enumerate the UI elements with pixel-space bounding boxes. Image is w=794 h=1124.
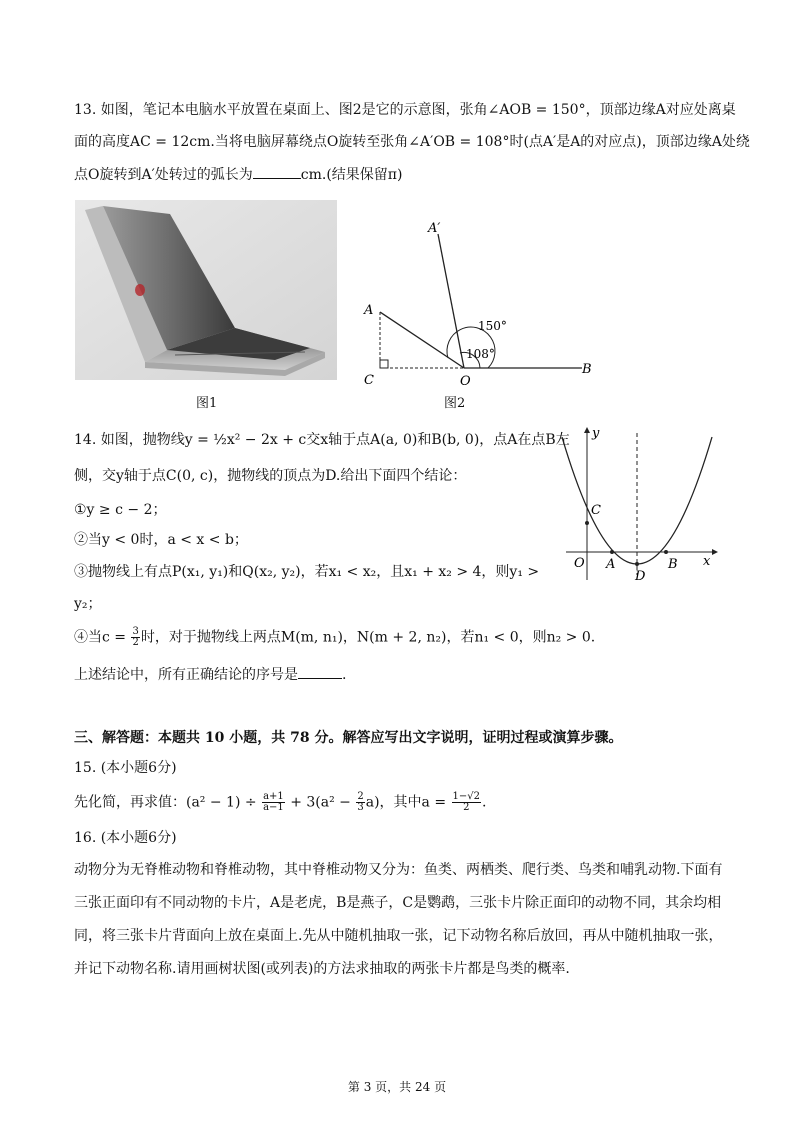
- q15-f2-den: 3: [357, 802, 364, 813]
- q14-c4-den: 2: [132, 637, 139, 648]
- q15-f3-den: 2: [463, 802, 470, 813]
- q15-f3-num: 1−√2: [452, 791, 481, 802]
- q13-line-3-prefix: 点O旋转到A′处转过的弧长为: [74, 167, 253, 183]
- label-A: A: [364, 303, 374, 318]
- q13-line-2: 面的高度AC = 12cm.当将电脑屏幕绕点O旋转至张角∠A′OB = 108°时(点A′是A的对应点)，顶部边缘A处绕: [74, 134, 750, 150]
- figure-1-caption: 图1: [196, 396, 218, 411]
- label-C: C: [364, 373, 374, 388]
- q15-expression: [74, 792, 486, 813]
- q14-c4-num: 3: [132, 626, 139, 637]
- label-angle-150: 150°: [478, 319, 507, 333]
- rotation-diagram: [350, 210, 610, 390]
- q14-c4-prefix: ④当c =: [74, 629, 131, 646]
- q15-text-d: .: [482, 794, 487, 811]
- parabola-graph: [560, 425, 720, 585]
- q14-answer-blank: [298, 664, 342, 679]
- q14-ask: [74, 664, 346, 685]
- laptop-photo: [75, 200, 337, 380]
- q14-conclusion-4: [74, 627, 595, 648]
- q15-fraction-1: [262, 792, 285, 813]
- page-footer: 第 3 页，共 24 页: [347, 1080, 447, 1094]
- label-angle-108: 108°: [466, 347, 495, 361]
- q14-conclusion-3-cont: y₂；: [74, 596, 102, 612]
- q15-f2-num: 2: [357, 791, 364, 802]
- graph-label-y: y: [592, 426, 600, 441]
- graph-label-x: x: [703, 554, 711, 569]
- q14-line-1: 14. 如图，抛物线y = ½x² − 2x + c交x轴于点A(a, 0)和B(b, 0)，点A在点B左: [74, 432, 570, 448]
- q14-ask-suffix: .: [342, 667, 347, 683]
- graph-label-D: D: [635, 569, 646, 584]
- q15-f1-den: a−1: [263, 802, 284, 813]
- q13-line-3: [74, 164, 402, 185]
- q16-line-3: 同，将三张卡片背面向上放在桌面上.先从中随机抽取一张，记下动物名称后放回，再从中随机抽取一张，: [74, 928, 723, 944]
- figure-2-caption: 图2: [444, 396, 466, 411]
- q14-ask-prefix: 上述结论中，所有正确结论的序号是: [74, 667, 298, 683]
- graph-label-B: B: [668, 557, 678, 572]
- q13-line-1: 13. 如图，笔记本电脑水平放置在桌面上、图2是它的示意图，张角∠AOB = 150°，顶部边缘A对应处离桌: [74, 102, 736, 118]
- graph-label-A: A: [606, 557, 616, 572]
- q15-heading: 15. (本小题6分): [74, 760, 177, 776]
- label-O: O: [460, 374, 471, 389]
- q15-f1-num: a+1: [263, 791, 284, 802]
- q14-conclusion-3: ③抛物线上有点P(x₁, y₁)和Q(x₂, y₂)，若x₁ < x₂，且x₁ + x₂ > 4，则y₁ >: [74, 564, 540, 580]
- q15-fraction-2: [356, 792, 364, 813]
- q15-text-c: a)，其中a =: [365, 794, 451, 811]
- q14-c4-suffix: 时，对于抛物线上两点M(m, n₁)，N(m + 2, n₂)，若n₁ < 0，则n₂ > 0.: [140, 629, 596, 646]
- graph-label-O: O: [574, 556, 585, 571]
- section-3-heading: 三、解答题：本题共 10 小题，共 78 分。解答应写出文字说明，证明过程或演算步骤。: [74, 730, 623, 746]
- graph-label-C: C: [591, 503, 601, 518]
- q14-c4-fraction: [131, 627, 139, 648]
- q16-line-4: 并记下动物名称.请用画树状图(或列表)的方法求抽取的两张卡片都是鸟类的概率.: [74, 961, 570, 977]
- q16-line-1: 动物分为无脊椎动物和脊椎动物，其中脊椎动物又分为：鱼类、两栖类、爬行类、鸟类和哺乳动物.下面有: [74, 862, 723, 878]
- q16-line-2: 三张正面印有不同动物的卡片，A是老虎，B是燕子，C是鹦鹉，三张卡片除正面印的动物不同，其余均相: [74, 895, 722, 911]
- q15-fraction-3: [452, 792, 481, 813]
- label-A-prime: A′: [428, 221, 441, 236]
- label-B: B: [582, 362, 592, 377]
- q16-heading: 16. (本小题6分): [74, 830, 177, 846]
- q14-conclusion-1: ①y ≥ c − 2；: [74, 502, 167, 518]
- q15-text-b: + 3(a² −: [285, 794, 356, 811]
- q14-line-2: 侧，交y轴于点C(0, c)，抛物线的顶点为D.给出下面四个结论：: [74, 468, 467, 484]
- q13-line-3-suffix: cm.(结果保留π): [300, 167, 403, 183]
- q13-answer-blank: [253, 164, 301, 179]
- q14-conclusion-2: ②当y < 0时，a < x < b；: [74, 532, 248, 548]
- q15-text-a: 先化简，再求值：(a² − 1) ÷: [74, 794, 262, 811]
